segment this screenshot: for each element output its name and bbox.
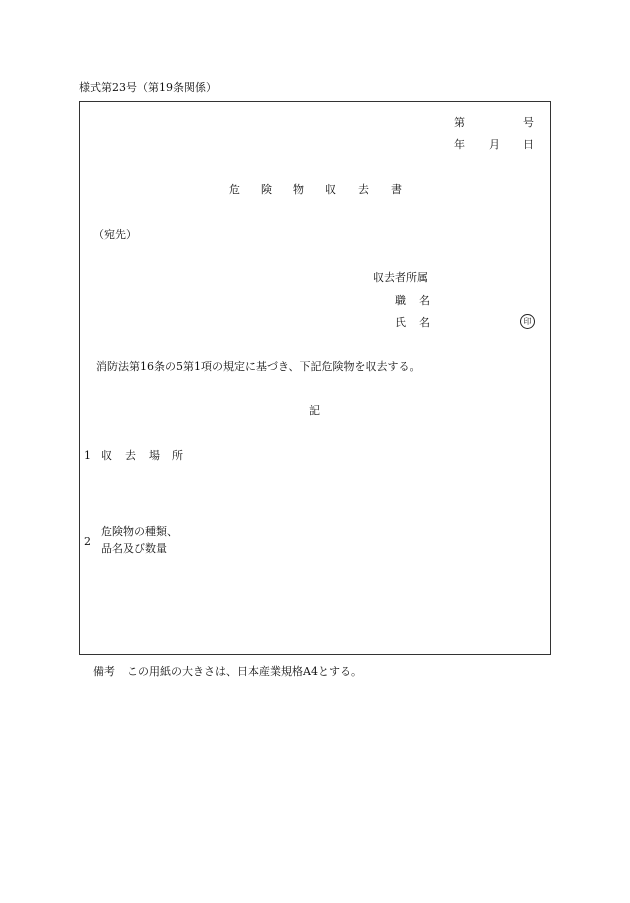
date-day: 日 xyxy=(523,138,534,151)
form-number: 様式第23号（第19条関係） xyxy=(79,81,217,94)
note-label: 備考 xyxy=(93,665,115,678)
item-2-label-line2: 品名及び数量 xyxy=(101,542,167,555)
title-char: 険 xyxy=(261,183,272,196)
seal-mark: 印 xyxy=(520,314,535,329)
ki-label: 記 xyxy=(309,404,320,417)
title-char: 去 xyxy=(358,183,369,196)
title-char: 収 xyxy=(325,183,336,196)
item-1-label-char: 去 xyxy=(125,449,136,462)
title-char: 危 xyxy=(229,183,240,196)
title-char: 物 xyxy=(293,183,304,196)
item-1-number: 1 xyxy=(84,449,91,462)
item-1-label-char: 収 xyxy=(101,449,112,462)
remover-affiliation-label: 収去者所属 xyxy=(373,271,428,284)
addressee-label: （宛先） xyxy=(93,228,137,241)
form-border xyxy=(79,101,551,655)
remover-name-char: 名 xyxy=(419,316,430,329)
title-char: 書 xyxy=(391,183,402,196)
date-month: 月 xyxy=(489,138,500,151)
note-text: この用紙の大きさは、日本産業規格A4とする。 xyxy=(127,665,362,678)
number-go: 号 xyxy=(523,116,534,129)
statement-text: 消防法第16条の5第1項の規定に基づき、下記危険物を収去する。 xyxy=(96,360,421,373)
remover-title-char: 名 xyxy=(419,294,430,307)
item-2-number: 2 xyxy=(84,535,91,548)
item-1-label-char: 所 xyxy=(172,449,183,462)
date-year: 年 xyxy=(454,138,465,151)
remover-title-char: 職 xyxy=(395,294,406,307)
remover-name-char: 氏 xyxy=(395,316,406,329)
item-2-label-line1: 危険物の種類、 xyxy=(101,525,178,538)
number-dai: 第 xyxy=(454,116,465,129)
item-1-label-char: 場 xyxy=(149,449,160,462)
